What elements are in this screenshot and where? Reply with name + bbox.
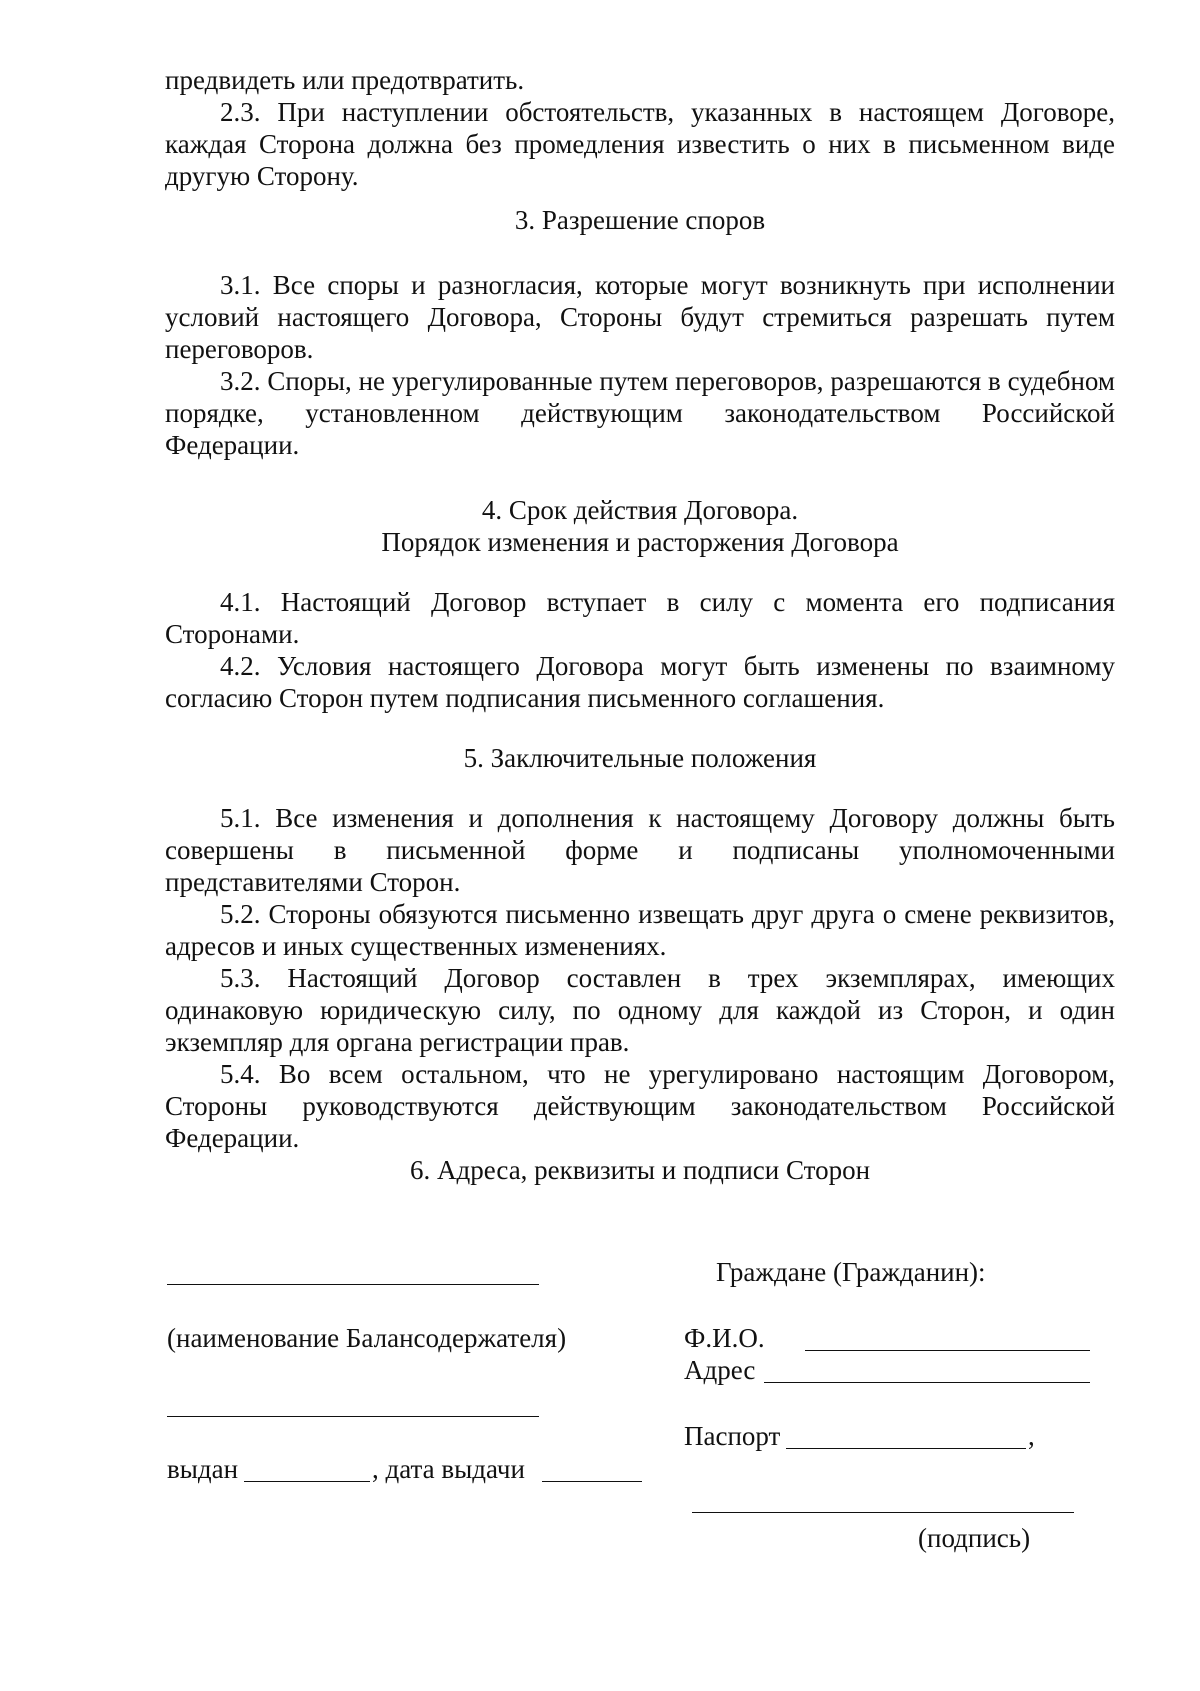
holder-name-line xyxy=(167,1284,539,1285)
fio-label: Ф.И.О. xyxy=(684,1323,765,1353)
section-5-heading: 5. Заключительные положения xyxy=(463,743,817,773)
address-label: Адрес xyxy=(684,1355,756,1385)
clause-5-3: 5.3. Настоящий Договор составлен в трех экземплярах, имеющих одинаковую юридическую силу, по одному для каждой из Сторон, и один экземпляр для органа регистрации прав. xyxy=(165,963,1115,1057)
citizen-signature-line xyxy=(692,1512,1074,1513)
clause-5-4: 5.4. Во всем остальном, что не урегулировано настоящим Договором, Стороны руководствуются действующим законодательством Российской Федерации. xyxy=(165,1059,1115,1153)
issued-by-line xyxy=(244,1481,370,1482)
passport-line xyxy=(786,1448,1026,1449)
section-3-heading: 3. Разрешение споров xyxy=(514,205,766,235)
clause-4-1: 4.1. Настоящий Договор вступает в силу с момента его подписания Сторонами. xyxy=(165,587,1115,649)
issued-label: выдан xyxy=(167,1454,239,1484)
document-body xyxy=(165,64,1115,1186)
fio-line xyxy=(805,1350,1090,1351)
clause-3-1: 3.1. Все споры и разногласия, которые могут возникнуть при исполнении условий настоящего Договора, Стороны будут стремиться разрешать путем переговоров. xyxy=(165,270,1115,364)
citizens-label: Граждане (Гражданин): xyxy=(716,1257,986,1287)
holder-caption: (наименование Балансодержателя) xyxy=(167,1323,567,1353)
clause-2-3: 2.3. При наступлении обстоятельств, указанных в настоящем Договоре, каждая Сторона должна без промедления известить о них в письменном виде другую Сторону. xyxy=(165,97,1115,191)
issue-date-label: , дата выдачи xyxy=(372,1454,525,1484)
clause-5-1: 5.1. Все изменения и дополнения к настоящему Договору должны быть совершены в письменной форме и подписаны уполномоченными представителями Сторон. xyxy=(165,803,1115,897)
section-6-heading: 6. Адреса, реквизиты и подписи Сторон xyxy=(409,1155,871,1185)
paragraph-continuation: предвидеть или предотвратить. xyxy=(165,65,525,95)
issue-date-line xyxy=(542,1481,642,1482)
signature-caption: (подпись) xyxy=(918,1523,1031,1553)
passport-comma: , xyxy=(1028,1421,1035,1451)
clause-5-2: 5.2. Стороны обязуются письменно извещать друг друга о смене реквизитов, адресов и иных существенных изменениях. xyxy=(165,899,1115,961)
clause-4-2: 4.2. Условия настоящего Договора могут быть изменены по взаимному согласию Сторон путем подписания письменного соглашения. xyxy=(165,651,1115,713)
section-4-heading-line2: Порядок изменения и расторжения Договора xyxy=(381,527,899,557)
address-line xyxy=(764,1382,1090,1383)
passport-label: Паспорт xyxy=(684,1421,781,1451)
section-4-heading-line1: 4. Срок действия Договора. xyxy=(481,495,799,525)
holder-signature-line xyxy=(167,1416,539,1417)
clause-3-2: 3.2. Споры, не урегулированные путем переговоров, разрешаются в судебном порядке, установленном действующим законодательством Российской Федерации. xyxy=(165,366,1115,460)
